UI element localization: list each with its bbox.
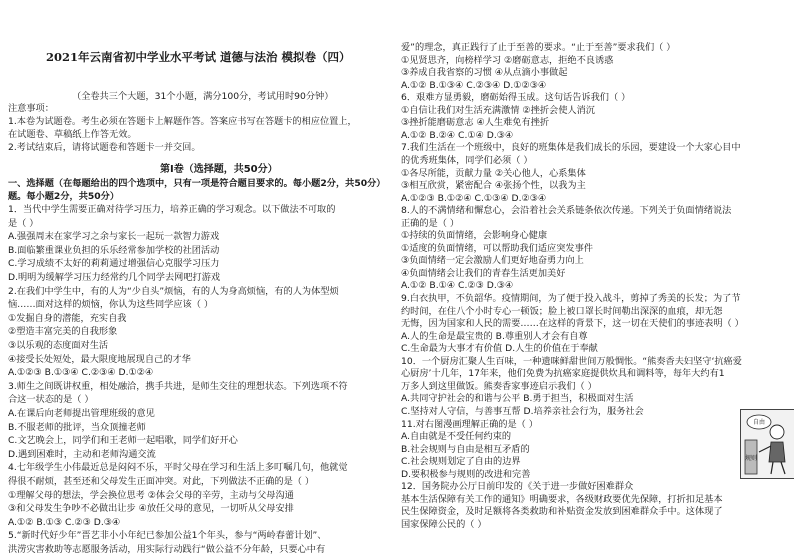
question-line: A.人的生命是最宝贵的 B.尊重别人才会有自尊 bbox=[401, 330, 588, 342]
question-line: A.①② B.①④ C.②③ D.③④ bbox=[401, 280, 514, 292]
question-line: ①各尽所能，贡献力量 ②关心他人，心系集体 bbox=[401, 167, 586, 179]
question-line: D.要积极参与规则的改进和完善 bbox=[401, 468, 531, 480]
question-line: ①自信让我们对生活充满激情 ②挫折会使人消沉 bbox=[401, 104, 595, 116]
question-line: ①理解父母的想法，学会换位思考 ②体会父母的辛劳，主动与父母沟通 bbox=[8, 489, 294, 501]
notes-line: 在试题卷、草稿纸上作答无效。 bbox=[8, 129, 137, 140]
question-line: 11.对右图漫画理解正确的是（ ） bbox=[401, 418, 538, 430]
question-line: 2.在我们中学生中，有的人为“少自头”烦恼，有的人为身高烦恼，有的人为体型烦 bbox=[8, 285, 339, 297]
cartoon-image bbox=[740, 409, 794, 479]
question-line: B.面临繁重课业负担的乐乐经常参加学校的社团活动 bbox=[8, 244, 220, 256]
question-line: B.不服老师的批评，当众顶撞老师 bbox=[8, 421, 146, 433]
question-line: 无悔，因为国家和人民的需要……在这样的背景下，这一切在天使们的事迹表明（ ） bbox=[401, 318, 744, 330]
exam-info: （全卷共三个大题，31个小题，满分100分，考试用时90分钟） bbox=[72, 91, 334, 102]
question-line: A.强强周末在家学习之余与家长一起玩一款智力游戏 bbox=[8, 231, 220, 243]
question-line: A.①②③ B.①③④ C.②③④ D.①②④ bbox=[8, 367, 154, 379]
question-line: 基本生活保障有关工作的通知》明确要求，各级财政要优先保障，打折扣足基本 bbox=[401, 493, 723, 505]
cartoon-drawing bbox=[741, 410, 794, 478]
question-line: 8.人的不满情绪和懈怠心，会沿着社会关系链条依次传递。下列关于负面情绪说法 bbox=[401, 205, 732, 217]
question-line: ③以乐观的态度面对生活 bbox=[8, 340, 109, 351]
question-line: 10．一个厨房汇聚人生百味，一种遗咪鲜甜世间万般惆怅。“熊奏香夫妇坚守‘抗癌爱 bbox=[401, 355, 742, 367]
question-line: ①持续的负面情绪，会影响身心健康 bbox=[401, 230, 548, 242]
question-line: 民生保障资金，及时足额将各类救助和补贴资金发放到困难群众手中。这体现了 bbox=[401, 506, 723, 518]
question-line: 恼……面对这样的烦恼，你认为这些同学应该（ ） bbox=[8, 299, 214, 311]
question-line: C.生命最为大事才有价值 D.人生的价值在于奉献 bbox=[401, 343, 598, 355]
part1-intro: 一、选择题（在每题给出的四个选项中，只有一项是符合题目要求的。每小题2分，共50分） bbox=[8, 178, 386, 189]
question-line: 国家保障公民的（ ） bbox=[401, 518, 487, 530]
question-line: A.在课后向老师提出管理班级的意见 bbox=[8, 408, 155, 419]
question-line: ③和父母发生争吵不必做出让步 ④放任父母的意见，一切听从父母安排 bbox=[8, 503, 294, 515]
question-line: 3.师生之间既讲权重，相处融洽，携手共进，是师生交往的理想状态。下列选项不符 bbox=[8, 380, 348, 392]
question-line: 约时间，在住八个小时专心一顿饭；脸上被口罩长时间勒出深深的血痕，却无怨 bbox=[401, 305, 723, 317]
question-line: ②塑造丰富完美的自我形象 bbox=[8, 326, 118, 338]
question-line: ①发掘自身的潜能，充实自我 bbox=[8, 312, 127, 324]
question-line: 得很不耐烦，甚至还和父母发生正面冲突。对此，下列做法不正确的是（ ） bbox=[8, 476, 315, 487]
question-line: 6．艰难方显勇毅，磨砺始得玉成。这句话告诉我们（ ） bbox=[401, 92, 631, 104]
question-line: C.社会规则划定了自由的边界 bbox=[401, 456, 521, 468]
question-line: ④接受长处短处，最大限度地展现自己的才华 bbox=[8, 353, 191, 365]
notes-line: 2.考试结束后，请将试题卷和答题卡一并交回。 bbox=[8, 142, 201, 153]
question-line: ①适度的负面情绪，可以帮助我们适应突发事件 bbox=[401, 242, 593, 254]
question-line: ③养成自我省察的习惯 ④从点滴小事做起 bbox=[401, 67, 568, 79]
question-line: C.文艺晚会上，同学们和王老师一起唱歌，同学们好开心 bbox=[8, 435, 238, 447]
question-line: A.①② B.①③④ C.②③④ D.①②③④ bbox=[401, 79, 547, 91]
cartoon-bubble-label: 自由 bbox=[752, 419, 766, 426]
question-line: A.共同守护社会的和谐与公平 B.勇于担当，积极面对生活 bbox=[401, 393, 634, 405]
notes-line: 1.本卷为试题卷。考生必须在答题卡上解题作答。答案应书写在答题卡的相应位置上， bbox=[8, 116, 357, 127]
question-line: 12．国务院办公厅日前印发的《关于进一步做好困难群众 bbox=[401, 481, 634, 493]
part1-heading: 第Ⅰ卷（选择题，共50分） bbox=[160, 164, 278, 175]
question-line: D.遇到困难时，主动和老师沟通交流 bbox=[8, 448, 156, 460]
question-line: 的优秀班集体，同学们必须（ ） bbox=[401, 154, 533, 166]
question-line: A.①② B.②④ C.①④ D.③④ bbox=[401, 129, 514, 141]
question-line: ③挫折能磨砺意志 ④人生难免有挫折 bbox=[401, 117, 550, 129]
question-line: 正确的是（ ） bbox=[401, 217, 460, 229]
question-line: 洪涝灾害救助等志愿服务活动，用实际行动践行“做公益不分年龄，只要心中有 bbox=[8, 544, 326, 555]
question-line: C.学习成绩不太好的莉莉通过增强信心克服学习压力 bbox=[8, 258, 220, 270]
question-line: 心厨房’十几年，17年来，他们免费为抗癌家庭提供炊具和调料等，每年大约有1 bbox=[401, 368, 725, 380]
question-line: 9.白衣执甲，不负韶华。疫情期间，为了便于投入战斗，剪掉了秀美的长发；为了节 bbox=[401, 293, 741, 304]
question-line: C.坚持对人守信，与善事互帮 D.培养亲社会行为，服务社会 bbox=[401, 405, 644, 417]
question-line: A.自由就是不受任何约束的 bbox=[401, 431, 512, 443]
question-line: 5.“新时代好少年”晋艺非小小年纪已参加公益1个年头，参与“两岭春蕾计划”、 bbox=[8, 530, 327, 542]
question-line: 4.七年级学生小伟最近总是闷闷不乐，平时父母在学习和生活上多叮嘱几句，他就觉 bbox=[8, 462, 348, 474]
question-line: 爱”的理念，真正践行了止于至善的要求。“止于至善”要求我们（ ） bbox=[401, 42, 676, 53]
exam-title: 2021年云南省初中学业水平考试 道德与法治 模拟卷（四） bbox=[46, 51, 351, 64]
question-line: A.①②③ B.①②④ C.①③④ D.②③④ bbox=[401, 192, 547, 204]
part1-intro: 题。每小题2分，共50分） bbox=[8, 191, 120, 202]
cartoon-wall-label: 规则 bbox=[744, 455, 758, 462]
question-line: 万多人到这里做饭。熊奏香家事迹启示我们（ ） bbox=[401, 380, 597, 392]
notes-heading: 注意事项： bbox=[8, 103, 54, 114]
question-line: D.明明为缓解学习压力经常约几个同学去网吧打游戏 bbox=[8, 272, 221, 283]
question-line: 7.我们生活在一个班级中，良好的班集体是我们成长的乐园，要建设一个大家心目中 bbox=[401, 142, 741, 154]
question-line: 1．当代中学生需要正确对待学习压力，培养正确的学习观念。以下做法不可取的 bbox=[8, 204, 336, 215]
question-line: ③相互欣赏，紧密配合 ④张扬个性，以我为主 bbox=[401, 180, 586, 192]
question-line: B.社会规则与自由是相互矛盾的 bbox=[401, 443, 530, 455]
question-line: ③负面情绪一定会激励人们更好地奋勇力向上 bbox=[401, 255, 584, 267]
question-line: A.①② B.①③ C.②③ D.③④ bbox=[8, 516, 121, 528]
question-line: 是（ ） bbox=[8, 217, 39, 229]
question-line: ①见贤思齐，向榜样学习 ②磨砺意志，拒绝不良诱惑 bbox=[401, 54, 614, 66]
question-line: 合这一状态的是（ ） bbox=[8, 394, 94, 406]
question-line: ④负面情绪会让我们的青春生活更加美好 bbox=[401, 267, 566, 279]
